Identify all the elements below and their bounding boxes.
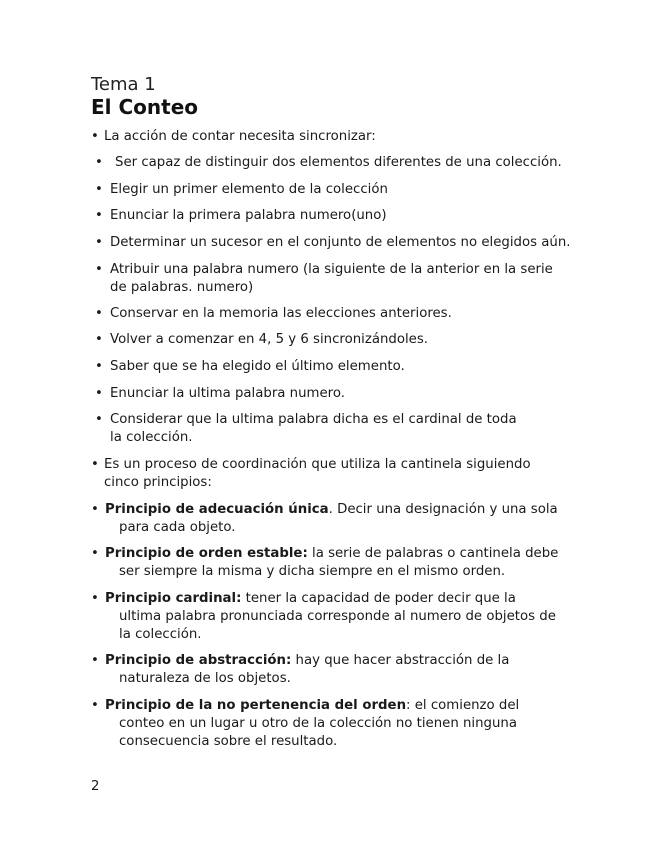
principle-name: Principio de la no pertenencia del orden bbox=[105, 698, 407, 713]
step-text: Ser capaz de distinguir dos elementos diferentes de una colección. bbox=[115, 155, 562, 170]
step-text: Elegir un primer elemento de la colección bbox=[110, 182, 388, 197]
bullet: • bbox=[95, 155, 103, 170]
step-text: Determinar un sucesor en el conjunto de elementos no elegidos aún. bbox=[110, 235, 571, 250]
bullet: • bbox=[91, 698, 99, 713]
step-item bbox=[91, 411, 531, 447]
step-item bbox=[91, 181, 571, 199]
step-item bbox=[91, 305, 571, 323]
step-item bbox=[91, 358, 571, 376]
principle-item bbox=[91, 652, 561, 688]
bullet: • bbox=[91, 546, 99, 561]
step-item bbox=[91, 154, 571, 172]
bullet: • bbox=[91, 129, 99, 144]
principle-name: Principio cardinal: bbox=[105, 591, 242, 606]
step-item bbox=[91, 385, 571, 403]
principle-text: tener la capacidad de poder decir que la ultima palabra pronunciada corresponde al numero de objetos de la colección. bbox=[119, 591, 556, 642]
bullet: • bbox=[91, 653, 99, 668]
bullet: • bbox=[95, 306, 103, 321]
principle-text: la serie de palabras o cantinela debe ser siempre la misma y dicha siempre en el mismo orden. bbox=[119, 546, 559, 579]
bullet: • bbox=[95, 262, 103, 277]
page-number: 2 bbox=[91, 779, 100, 794]
principle-item bbox=[91, 501, 561, 537]
bullet: • bbox=[95, 208, 103, 223]
principle-text: . Decir una designación y una sola para cada objeto. bbox=[119, 502, 558, 535]
principle-text: : el comienzo del conteo en un lugar u otro de la colección no tienen ninguna consecuencia sobre el resultado. bbox=[119, 698, 520, 749]
step-text: Enunciar la primera palabra numero(uno) bbox=[110, 208, 387, 223]
step-item bbox=[91, 331, 571, 349]
bullet: • bbox=[91, 502, 99, 517]
step-item bbox=[91, 234, 571, 252]
step-item bbox=[91, 261, 561, 297]
step-text: Enunciar la ultima palabra numero. bbox=[110, 386, 345, 401]
process-item bbox=[91, 456, 561, 492]
bullet: • bbox=[95, 235, 103, 250]
principle-name: Principio de orden estable: bbox=[105, 546, 308, 561]
document-heading: El Conteo bbox=[91, 95, 199, 119]
intro-item bbox=[91, 128, 571, 146]
step-text: Saber que se ha elegido el último elemento. bbox=[110, 359, 405, 374]
step-text: Volver a comenzar en 4, 5 y 6 sincronizándoles. bbox=[110, 332, 429, 347]
bullet: • bbox=[91, 457, 99, 472]
principle-text: hay que hacer abstracción de la naturaleza de los objetos. bbox=[119, 653, 510, 686]
process-text: Es un proceso de coordinación que utiliza la cantinela siguiendo cinco principios: bbox=[104, 457, 531, 490]
step-text: Conservar en la memoria las elecciones anteriores. bbox=[110, 306, 452, 321]
bullet: • bbox=[95, 412, 103, 427]
intro-text: La acción de contar necesita sincronizar: bbox=[104, 129, 376, 144]
principle-item bbox=[91, 697, 561, 751]
document-title: Tema 1 bbox=[91, 74, 156, 95]
principle-name: Principio de abstracción: bbox=[105, 653, 292, 668]
step-item bbox=[91, 207, 571, 225]
principle-item bbox=[91, 590, 561, 644]
bullet: • bbox=[95, 386, 103, 401]
step-text: Atribuir una palabra numero (la siguiente de la anterior en la serie de palabras. numero) bbox=[110, 262, 553, 295]
bullet: • bbox=[91, 591, 99, 606]
step-text: Considerar que la ultima palabra dicha es el cardinal de toda la colección. bbox=[110, 412, 517, 445]
bullet: • bbox=[95, 182, 103, 197]
bullet: • bbox=[95, 359, 103, 374]
principle-item bbox=[91, 545, 561, 581]
principle-name: Principio de adecuación única bbox=[105, 502, 329, 517]
bullet: • bbox=[95, 332, 103, 347]
